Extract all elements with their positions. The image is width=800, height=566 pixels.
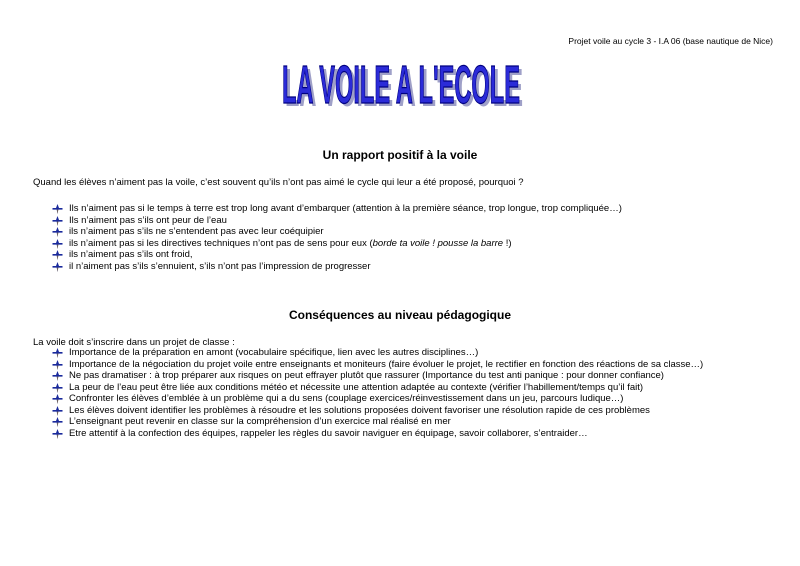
bullet-list-rapport bbox=[52, 203, 772, 272]
pushpin-bullet-icon bbox=[52, 371, 63, 381]
list-item-text: Ils n’aiment pas si le temps à terre est trop long avant d’embarquer (attention à la première séance, trop longue, trop compliquée…) bbox=[69, 203, 622, 214]
list-item-text: Ils n’aiment pas s’ils ont peur de l’eau bbox=[69, 214, 227, 226]
section-intro-rapport: Quand les élèves n’aiment pas la voile, c’est souvent qu’ils n’ont pas aimé le cycle qui leur a été proposé, pourquoi ? bbox=[33, 177, 524, 188]
list-item-text: Les élèves doivent identifier les problèmes à résoudre et les solutions proposées doivent favoriser une résolution rapide de ces problèmes bbox=[69, 404, 650, 416]
pushpin-bullet-icon bbox=[52, 348, 63, 358]
list-item bbox=[52, 261, 772, 273]
list-item-text: Importance de la préparation en amont (vocabulaire spécifique, lien avec les autres disciplines…) bbox=[69, 347, 479, 358]
wordart-title-logo bbox=[276, 51, 528, 113]
section-intro-consequences: La voile doit s’inscrire dans un projet de classe : bbox=[33, 337, 235, 348]
list-item bbox=[52, 382, 772, 394]
list-item bbox=[52, 203, 772, 215]
list-item bbox=[52, 215, 772, 227]
list-item bbox=[52, 359, 772, 371]
list-item bbox=[52, 226, 772, 238]
section-title-rapport: Un rapport positif à la voile bbox=[322, 148, 478, 162]
section-title-consequences: Conséquences au niveau pédagogique bbox=[288, 308, 512, 322]
list-item-text: ils n’aiment pas s’ils ne s’entendent pas avec leur coéquipier bbox=[69, 226, 324, 237]
list-item-emphasis: borde ta voile ! pousse la barre bbox=[372, 237, 504, 249]
pushpin-bullet-icon bbox=[52, 406, 63, 416]
pushpin-bullet-icon bbox=[52, 383, 63, 393]
pushpin-bullet-icon bbox=[52, 262, 63, 272]
list-item bbox=[52, 393, 772, 405]
pushpin-bullet-icon bbox=[52, 227, 63, 237]
list-item-tail: !) bbox=[503, 237, 512, 249]
pushpin-bullet-icon bbox=[52, 239, 63, 249]
list-item-text: Confronter les élèves d’emblée à un problème qui a du sens (couplage exercices/réinvestissement dans un jeu, parcours ludique…) bbox=[69, 393, 624, 404]
list-item-text: L’enseignant peut revenir en classe sur la compréhension d’un exercice mal réalisé en mer bbox=[69, 416, 451, 427]
pushpin-bullet-icon bbox=[52, 394, 63, 404]
list-item-text: Etre attentif à la confection des équipes, rappeler les règles du savoir naviguer en équipage, savoir collaborer, s’entraider… bbox=[69, 427, 588, 439]
list-item bbox=[52, 249, 772, 261]
list-item bbox=[52, 347, 772, 359]
list-item-text: La peur de l’eau peut être liée aux conditions météo et nécessite une attention adaptée au contexte (vérifier l’habillement/temps qu’il fait) bbox=[69, 381, 644, 393]
list-item-text: Importance de la négociation du projet voile entre enseignants et moniteurs (faire évoluer le projet, le rectifier en fonction des réactions de sa classe…) bbox=[69, 358, 704, 370]
list-item-text: il n’aiment pas s’ils s’ennuient, s’ils n’ont pas l’impression de progresser bbox=[69, 260, 371, 272]
pushpin-bullet-icon bbox=[52, 360, 63, 370]
list-item bbox=[52, 370, 772, 382]
pushpin-bullet-icon bbox=[52, 250, 63, 260]
list-item-text: Ne pas dramatiser : à trop préparer aux risques on peut effrayer plutôt que rassurer (Importance du test anti panique : pour donner confiance) bbox=[69, 370, 664, 381]
list-item bbox=[52, 405, 772, 417]
list-item-text: ils n’aiment pas s’ils ont froid, bbox=[69, 249, 193, 260]
list-item bbox=[52, 416, 772, 428]
list-item-text: ils n’aiment pas si les directives techniques n’ont pas de sens pour eux ( bbox=[69, 237, 373, 249]
pushpin-bullet-icon bbox=[52, 216, 63, 226]
wordart-text: LA VOILE A L'ECOLE bbox=[282, 55, 520, 113]
pushpin-bullet-icon bbox=[52, 417, 63, 427]
bullet-list-consequences bbox=[52, 347, 772, 439]
pushpin-bullet-icon bbox=[52, 429, 63, 439]
list-item bbox=[52, 238, 772, 250]
wordart-shadow: LA VOILE A L'ECOLE bbox=[285, 58, 523, 113]
list-item bbox=[52, 428, 772, 440]
pushpin-bullet-icon bbox=[52, 204, 63, 214]
header-note: Projet voile au cycle 3 - I.A 06 (base nautique de Nice) bbox=[568, 36, 773, 46]
